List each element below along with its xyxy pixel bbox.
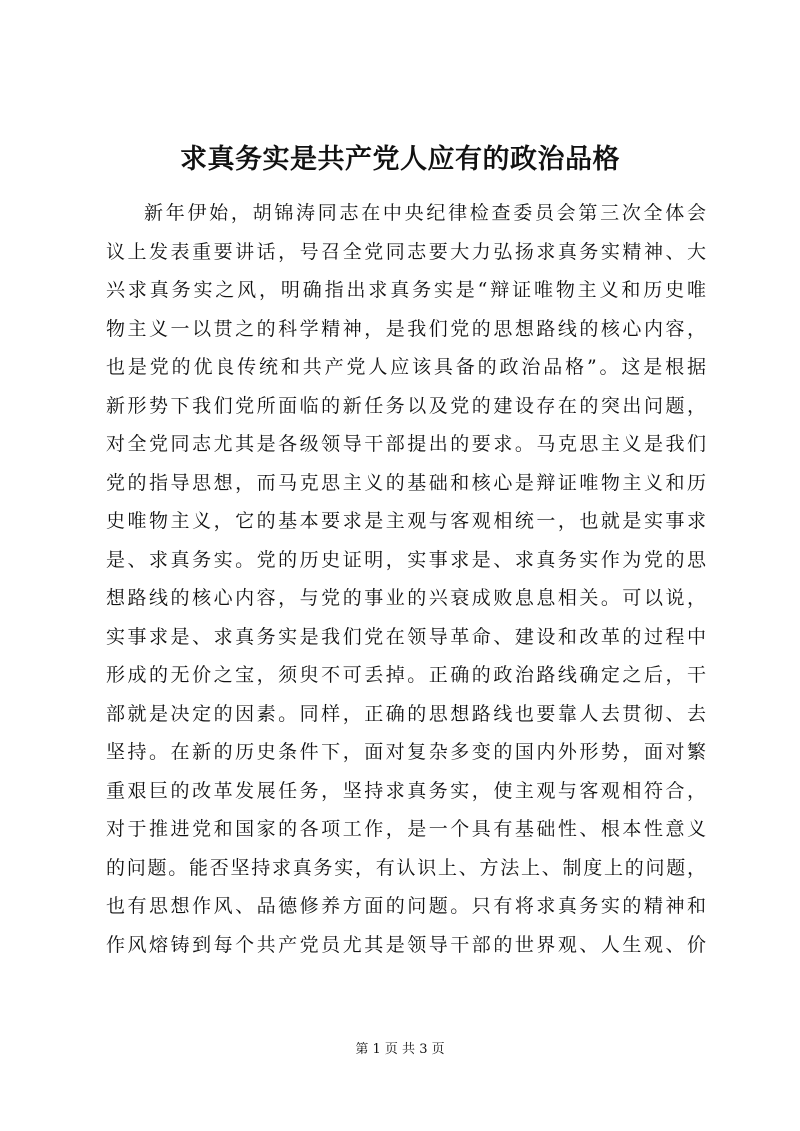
paragraph-line: 实事求是、求真务实是我们党在领导革命、建设和改革的过程中 (106, 625, 706, 648)
paragraph-line: 也有思想作风、品德修养方面的问题。只有将求真务实的精神和 (106, 895, 706, 917)
paragraph-line: 重艰巨的改革发展任务，坚持求真务实，使主观与客观相符合， (106, 779, 706, 802)
paragraph-line: 对于推进党和国家的各项工作，是一个具有基础性、根本性意义 (106, 818, 706, 840)
paragraph-line: 作风熔铸到每个共产党员尤其是领导干部的世界观、人生观、价 (106, 933, 706, 956)
paragraph-line: 史唯物主义，它的基本要求是主观与客观相统一，也就是实事求 (106, 510, 706, 532)
paragraph-line: 议上发表重要讲话，号召全党同志要大力弘扬求真务实精神、大 (106, 240, 706, 263)
paragraph-line: 想路线的核心内容，与党的事业的兴衰成败息息相关。可以说， (106, 587, 706, 609)
paragraph-line: 的问题。能否坚持求真务实，有认识上、方法上、制度上的问题， (106, 856, 706, 879)
paragraph-line: 对全党同志尤其是各级领导干部提出的要求。马克思主义是我们 (106, 433, 706, 455)
body-paragraph (106, 194, 706, 964)
page-number-footer: 第 1 页 共 3 页 (355, 1042, 445, 1057)
paragraph-line: 部就是决定的因素。同样，正确的思想路线也要靠人去贯彻、去 (106, 702, 706, 725)
document-title: 求真务实是共产党人应有的政治品格 (180, 144, 620, 175)
paragraph-line: 也是党的优良传统和共产党人应该具备的政治品格”。这是根据 (106, 356, 706, 378)
paragraph-line: 是、求真务实。党的历史证明，实事求是、求真务实作为党的思 (106, 548, 706, 571)
paragraph-line: 坚持。在新的历史条件下，面对复杂多变的国内外形势，面对繁 (106, 741, 706, 763)
paragraph-line: 兴求真务实之风，明确指出求真务实是“辩证唯物主义和历史唯 (106, 279, 706, 301)
paragraph-line: 党的指导思想，而马克思主义的基础和核心是辩证唯物主义和历 (106, 471, 706, 494)
paragraph-line: 新年伊始，胡锦涛同志在中央纪律检查委员会第三次全体会 (144, 202, 706, 224)
paragraph-line: 物主义一以贯之的科学精神，是我们党的思想路线的核心内容， (106, 317, 706, 340)
paragraph-line: 新形势下我们党所面临的新任务以及党的建设存在的突出问题， (106, 394, 706, 417)
paragraph-line: 形成的无价之宝，须臾不可丢掉。正确的政治路线确定之后，干 (106, 664, 706, 686)
